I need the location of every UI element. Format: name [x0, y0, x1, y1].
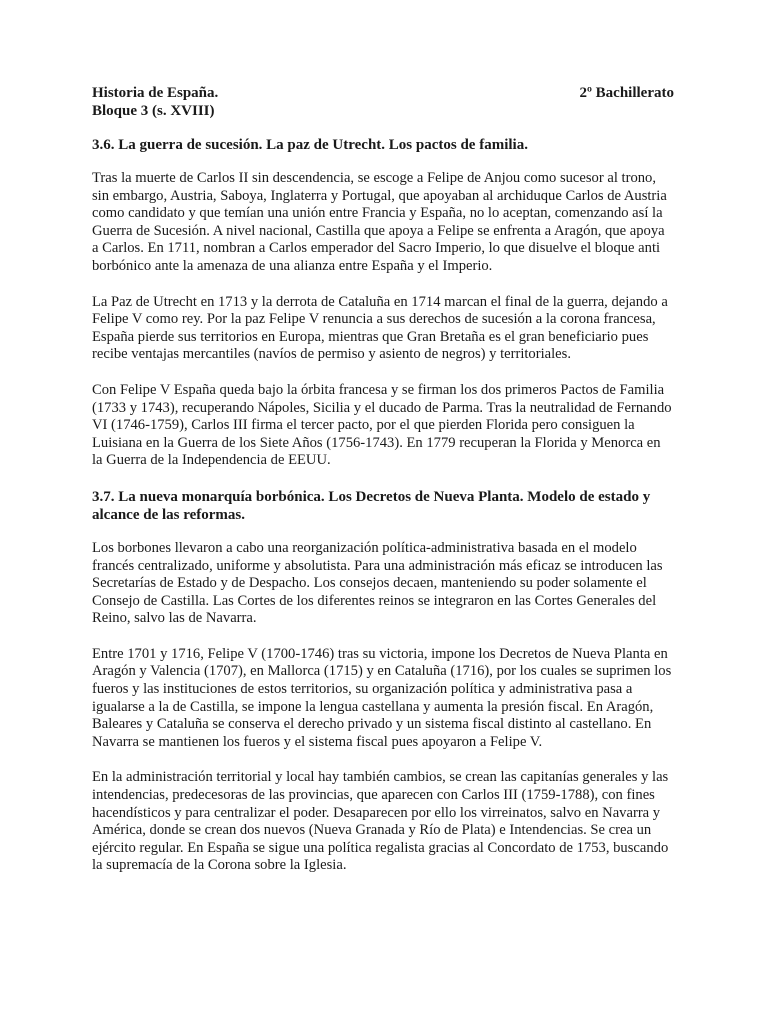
paragraph: En la administración territorial y local hay también cambios, se crean las capitanías generales y las intendencias, predecesoras de las provincias, que aparecen con Carlos III (1759-1788), con fines hacendísticos y para centralizar el poder. Desaparecen por ello los virreinatos, salvo en Navarra y América, donde se crean dos nuevos (Nueva Granada y Río de Plata) e Intendencias. Se crea un ejército regular. En España se sigue una política regalista gracias al Concordato de 1753, buscando la supremacía de la Corona sobre la Iglesia. [92, 769, 669, 874]
paragraph: Los borbones llevaron a cabo una reorganización política-administrativa basada en el modelo francés centralizado, uniforme y absolutista. Para una administración más eficaz se introducen las Secretarías de Estado y de Despacho. Los consejos decaen, manteniendo su poder solamente el Consejo de Castilla. Las Cortes de los diferentes reinos se integraron en las Cortes Generales del Reino, salvo las de Navarra. [92, 539, 663, 627]
course-label: 2º Bachillerato [579, 85, 674, 101]
section-heading-3-7: 3.7. La nueva monarquía borbónica. Los Decretos de Nueva Planta. Modelo de estado y alcance de las reformas. [92, 488, 651, 523]
paragraph: Entre 1701 y 1716, Felipe V (1700-1746) tras su victoria, impone los Decretos de Nueva Planta en Aragón y Valencia (1707), en Mallorca (1715) y en Cataluña (1716), por los cuales se suprimen los fueros y las instituciones de estos territorios, su organización política y administrativa pasa a igualarse a la de Castilla, se impone la lengua castellana y aumenta la presión fiscal. En Aragón, Baleares y Cataluña se conserva el derecho privado y un sistema fiscal distinto al castellano. En Navarra se mantienen los fueros y el sistema fiscal pues apoyaron a Felipe V. [92, 645, 672, 750]
document-header [92, 84, 674, 102]
paragraph: Tras la muerte de Carlos II sin descendencia, se escoge a Felipe de Anjou como sucesor al trono, sin embargo, Austria, Saboya, Inglaterra y Portugal, que apoyaban al archiduque Carlos de Austria como candidato y que temían una unión entre Francia y España, no lo aceptan, comenzando así la Guerra de Sucesión. A nivel nacional, Castilla que apoya a Felipe se enfrenta a Aragón, que apoya a Carlos. En 1711, nombran a Carlos emperador del Sacro Imperio, lo que disuelve el bloque anti borbónico ante la amenaza de una alianza entre España y el Imperio. [92, 170, 667, 274]
document-page [92, 84, 674, 875]
paragraph: Con Felipe V España queda bajo la órbita francesa y se firman los dos primeros Pactos de Familia (1733 y 1743), recuperando Nápoles, Sicilia y el ducado de Parma. Tras la neutralidad de Fernando VI (1746-1759), Carlos III firma el tercer pacto, por el que pierden Florida pero consiguen la Luisiana en la Guerra de los Siete Años (1756-1743). En 1779 recuperan la Florida y Menorca en la Guerra de la Independencia de EEUU. [92, 381, 672, 469]
document-title: Historia de España. [92, 85, 219, 101]
paragraph: La Paz de Utrecht en 1713 y la derrota de Cataluña en 1714 marcan el final de la guerra, dejando a Felipe V como rey. Por la paz Felipe V renuncia a sus derechos de sucesión a la corona francesa, España pierde sus territorios en Europa, mientras que Gran Bretaña es el gran beneficiario pues recibe ventajas mercantiles (navíos de permiso y asiento de negros) y territoriales. [92, 293, 668, 363]
block-label: Bloque 3 (s. XVIII) [92, 103, 215, 119]
section-heading-3-6: 3.6. La guerra de sucesión. La paz de Utrecht. Los pactos de familia. [92, 137, 528, 153]
